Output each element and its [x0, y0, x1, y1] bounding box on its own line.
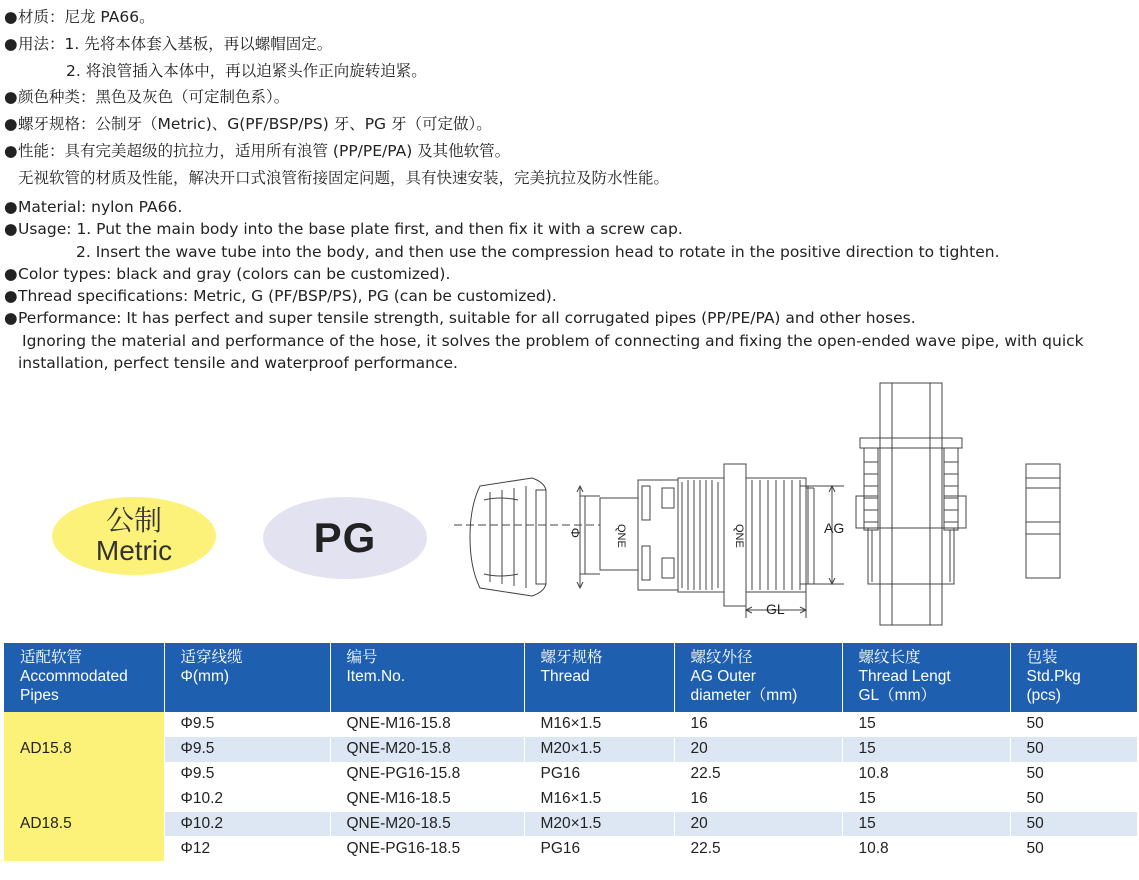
- header-label: Pipes: [20, 687, 59, 704]
- header-item-no: [330, 643, 524, 712]
- table-row: [4, 762, 1137, 787]
- cell-item-no: QNE-M20-15.8: [330, 737, 524, 762]
- zh-performance-2: 无视软管的材质及性能，解决开口式浪管衔接固定问题，具有快速安装，完美抗拉及防水性能。: [18, 168, 670, 187]
- header-label: 螺纹外径: [690, 649, 753, 666]
- cell-ag: 20: [674, 812, 842, 837]
- header-thread-length: [842, 643, 1010, 712]
- bullet: ●: [4, 141, 18, 160]
- table-row: [4, 712, 1137, 737]
- group-cell: AD18.5: [4, 787, 164, 862]
- en-material: Material: nylon PA66.: [18, 198, 183, 216]
- en-colors: Color types: black and gray (colors can be customized).: [18, 264, 451, 283]
- header-std-pkg: [1010, 643, 1137, 712]
- brand-mark-body: QNE: [733, 524, 745, 548]
- cell-item-no: QNE-M16-15.8: [330, 712, 524, 737]
- assembly-section-drawing: [856, 383, 1060, 625]
- brand-mark-left: QNE: [615, 524, 627, 548]
- en-usage-2: 2. Insert the wave tube into the body, and then use the compression head to rotate in the positive direction to tighten.: [76, 242, 1000, 261]
- table-row: [4, 737, 1137, 762]
- zh-usage-line: [4, 31, 1134, 58]
- cell-thread: M16×1.5: [524, 787, 674, 812]
- en-usage-line: [4, 218, 1134, 240]
- cell-pkg: 50: [1010, 836, 1137, 861]
- cell-item-no: QNE-PG16-18.5: [330, 836, 524, 861]
- header-label: diameter（mm): [690, 687, 798, 704]
- cell-diameter: Φ10.2: [164, 812, 330, 837]
- header-label: Thread: [540, 668, 590, 685]
- cell-thread: M20×1.5: [524, 737, 674, 762]
- header-label: AG Outer: [690, 668, 756, 685]
- intro-chinese: [4, 4, 1134, 192]
- cell-gl: 10.8: [842, 762, 1010, 787]
- group-cell: AD15.8: [4, 712, 164, 787]
- cell-item-no: QNE-PG16-15.8: [330, 762, 524, 787]
- table-row: [4, 836, 1137, 861]
- header-label: Thread Lengt: [858, 668, 951, 685]
- cap-nut-drawing: [470, 478, 546, 596]
- cell-diameter: Φ12: [164, 836, 330, 861]
- en-material-line: [4, 196, 1134, 218]
- header-label: Φ(mm): [180, 668, 230, 685]
- zh-thread-line: [4, 111, 1134, 138]
- bullet: ●: [4, 88, 18, 107]
- cell-gl: 15: [842, 737, 1010, 762]
- table-row: [4, 812, 1137, 837]
- header-label: GL（mm）: [858, 687, 937, 704]
- cell-thread: M20×1.5: [524, 812, 674, 837]
- header-accommodated-pipes: [4, 643, 164, 712]
- cell-ag: 16: [674, 712, 842, 737]
- cell-pkg: 50: [1010, 712, 1137, 737]
- cell-pkg: 50: [1010, 812, 1137, 837]
- en-thread: Thread specifications: Metric, G (PF/BSP/PS), PG (can be customized).: [18, 287, 557, 306]
- header-label: 螺牙规格: [540, 649, 603, 666]
- en-performance-2: Ignoring the material and performance of the hose, it solves the problem of connecting and fixing the open-ended wave pipe, with quick: [22, 331, 1084, 350]
- metric-badge-en: Metric: [95, 535, 173, 566]
- cell-diameter: Φ9.5: [164, 712, 330, 737]
- pg-badge: [263, 497, 427, 579]
- zh-colors: 颜色种类：黑色及灰色（可定制色系）。: [18, 88, 290, 107]
- spec-table: [4, 643, 1137, 861]
- cell-thread: PG16: [524, 762, 674, 787]
- connector-technical-drawing: [440, 378, 1100, 628]
- cell-diameter: Φ9.5: [164, 762, 330, 787]
- header-label: 螺纹长度: [858, 649, 921, 666]
- intro-english: [4, 196, 1134, 374]
- cell-diameter: Φ10.2: [164, 787, 330, 812]
- header-cable-diameter: [164, 643, 330, 712]
- bullet: ●: [4, 220, 18, 239]
- bullet: ●: [4, 115, 18, 134]
- cell-ag: 22.5: [674, 836, 842, 861]
- cell-item-no: QNE-M16-18.5: [330, 787, 524, 812]
- en-colors-line: [4, 263, 1134, 285]
- header-label: Std.Pkg: [1026, 668, 1081, 685]
- cell-gl: 15: [842, 787, 1010, 812]
- bullet: ●: [4, 34, 18, 53]
- bullet: ●: [4, 8, 18, 26]
- en-thread-line: [4, 285, 1134, 307]
- cell-pkg: 50: [1010, 762, 1137, 787]
- cell-gl: 15: [842, 712, 1010, 737]
- bullet: ●: [4, 264, 18, 283]
- metric-badge-zh: 公制: [105, 505, 162, 536]
- cell-ag: 16: [674, 787, 842, 812]
- cell-pkg: 50: [1010, 737, 1137, 762]
- cell-ag: 22.5: [674, 762, 842, 787]
- zh-colors-line: [4, 84, 1134, 111]
- cell-gl: 10.8: [842, 836, 1010, 861]
- header-label: 编号: [346, 649, 378, 666]
- pg-badge-label: PG: [313, 514, 377, 561]
- header-label: 适配软管: [20, 649, 83, 666]
- en-usage-1: Usage: 1. Put the main body into the base plate first, and then fix it with a screw cap.: [18, 220, 683, 239]
- zh-usage-2: 2. 将浪管插入本体中，再以迫紧头作正向旋转迫紧。: [66, 61, 427, 80]
- zh-performance-1: 性能：具有完美超级的抗拉力，适用所有浪管 (PP/PE/PA) 及其他软管。: [18, 141, 511, 160]
- phi-dimension-label: Φ: [568, 527, 583, 538]
- header-label: Item.No.: [346, 668, 406, 685]
- metric-badge: [52, 497, 216, 575]
- en-performance-line: [4, 307, 1134, 329]
- bullet: ●: [4, 198, 18, 216]
- bullet: ●: [4, 287, 18, 306]
- header-label: Accommodated: [20, 668, 128, 685]
- cell-pkg: 50: [1010, 787, 1137, 812]
- en-performance-1: Performance: It has perfect and super tensile strength, suitable for all corrugated pipes (PP/PE/PA) and other hoses.: [18, 309, 916, 328]
- table-header-row: [4, 643, 1137, 712]
- gl-dimension-label: GL: [766, 601, 785, 617]
- cell-item-no: QNE-M20-18.5: [330, 812, 524, 837]
- cell-thread: PG16: [524, 836, 674, 861]
- cell-diameter: Φ9.5: [164, 737, 330, 762]
- ag-dimension-label: AG: [824, 520, 845, 536]
- bullet: ●: [4, 309, 18, 328]
- header-ag-outer-diameter: [674, 643, 842, 712]
- cell-ag: 20: [674, 737, 842, 762]
- en-performance-3: installation, perfect tensile and waterproof performance.: [18, 354, 458, 373]
- zh-thread: 螺牙规格：公制牙（Metric)、G(PF/BSP/PS) 牙、PG 牙（可定做）。: [18, 115, 492, 134]
- zh-material: 材质：尼龙 PA66。: [18, 8, 155, 26]
- header-thread: [524, 643, 674, 712]
- zh-performance-line: [4, 138, 1134, 165]
- header-label: (pcs): [1026, 687, 1061, 704]
- zh-usage-1: 用法：1. 先将本体套入基板，再以螺帽固定。: [18, 34, 333, 53]
- cell-thread: M16×1.5: [524, 712, 674, 737]
- header-label: 适穿线缆: [180, 649, 243, 666]
- zh-material-line: [4, 4, 1134, 31]
- header-label: 包装: [1026, 649, 1058, 666]
- table-row: [4, 787, 1137, 812]
- cell-gl: 15: [842, 812, 1010, 837]
